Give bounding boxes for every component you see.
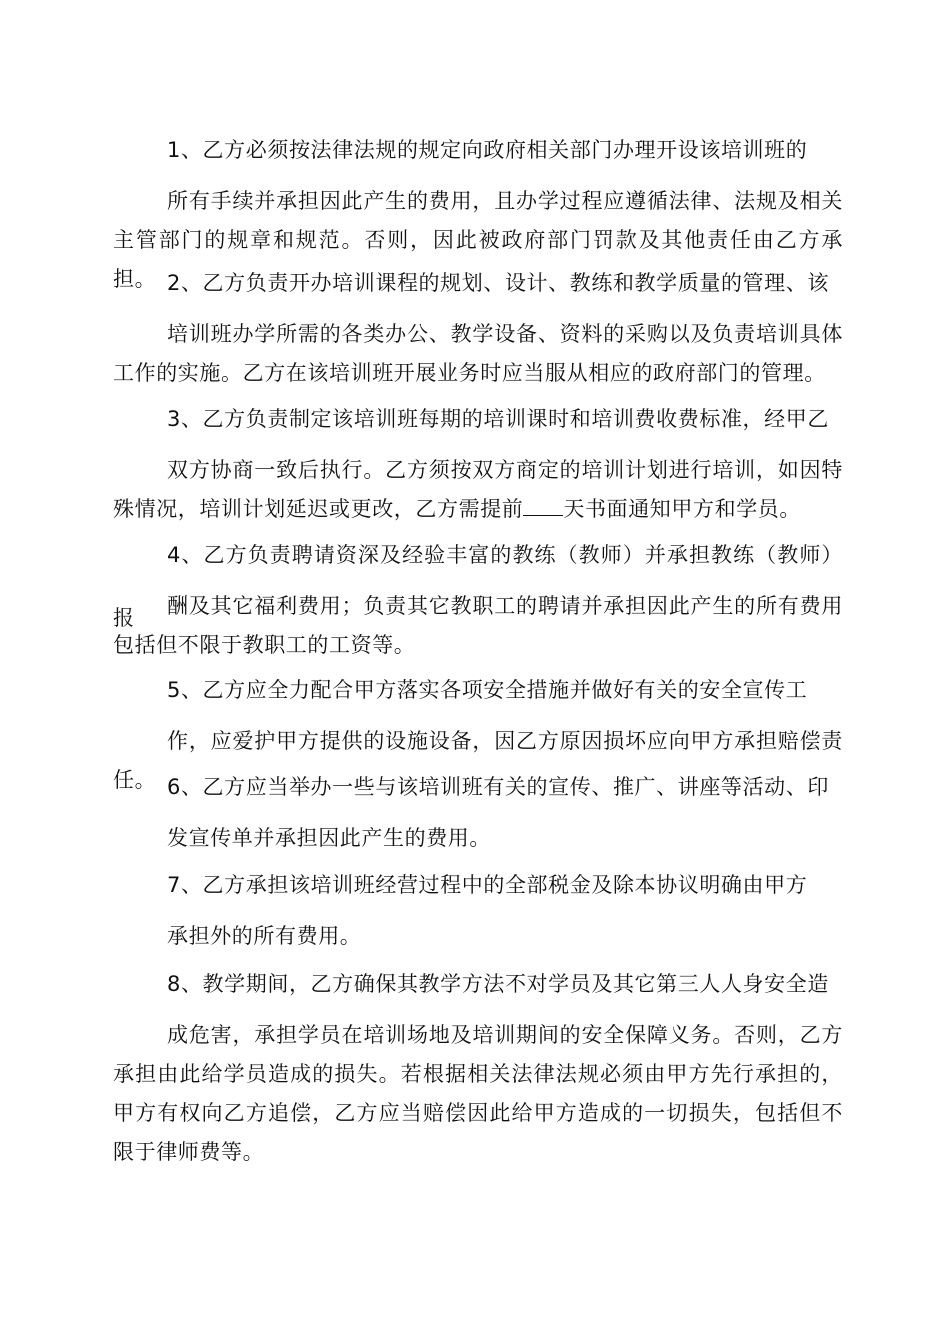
clause-1-line-1: 1、乙方必须按法律法规的规定向政府相关部门办理开设该培训班的 <box>167 138 808 162</box>
clause-2-continuation: 培训班办学所需的各类办公、教学设备、资料的采购以及负责培训具体工作的实施。乙方在该培训班开展业务时应当服从相应的政府部门的管理。 <box>113 322 843 385</box>
clause-7-continuation: 承担外的所有费用。 <box>167 924 362 948</box>
clause-6-continuation: 发宣传单并承担因此产生的费用。 <box>167 826 491 850</box>
clause-3 <box>113 388 843 529</box>
clause-8 <box>113 953 843 1172</box>
clause-5-continuation: 作，应爱护甲方提供的设施设备，因乙方原因损坏应向甲方承担赔偿责任。 <box>113 729 843 792</box>
clause-8-line-1: 8、教学期间，乙方确保其教学方法不对学员及其它第三人人身安全造 <box>167 972 829 996</box>
clause-1-continuation: 所有手续并承担因此产生的费用，且办学过程应遵循法律、法规及相关主管部门的规章和规范。否则，因此被政府部门罚款及其他责任由乙方承担。 <box>113 189 843 291</box>
days-blank-field <box>523 497 563 516</box>
clause-4-continuation: 酬及其它福利费用；负责其它教职工的聘请并承担因此产生的所有费用包括但不限于教职工的工资等。 <box>113 594 843 657</box>
clause-3-text-before-blank: 双方协商一致后执行。乙方须按双方商定的培训计划进行培训，如因特殊情况，培训计划延迟或更改，乙方需提前 <box>113 458 843 521</box>
clause-7-line-1: 7、乙方承担该培训班经营过程中的全部税金及除本协议明确由甲方 <box>167 873 808 897</box>
clause-7 <box>113 854 843 956</box>
clause-8-continuation: 成危害，承担学员在培训场地及培训期间的安全保障义务。否则，乙方承担由此给学员造成的损失。若根据相关法律法规必须由甲方先行承担的，甲方有权向乙方追偿，乙方应当赔偿因此给甲方造成的一切损失，包括但不限于律师费等。 <box>113 1023 843 1164</box>
clause-5-line-1: 5、乙方应全力配合甲方落实各项安全措施并做好有关的安全宣传工 <box>167 678 808 702</box>
clause-4-line-1: 4、乙方负责聘请资深及经验丰富的教练（教师）并承担教练（教师）报 <box>113 543 843 630</box>
clause-4 <box>113 524 843 665</box>
clause-3-line-1: 3、乙方负责制定该培训班每期的培训课时和培训费收费标准，经甲乙 <box>167 407 829 431</box>
clause-3-continuation <box>113 451 843 529</box>
clause-2-line-1: 2、乙方负责开办培训课程的规划、设计、教练和教学质量的管理、该 <box>167 271 829 295</box>
clause-3-text-after-blank: 天书面通知甲方和学员。 <box>563 497 802 521</box>
clause-2 <box>113 252 843 393</box>
clause-6-line-1: 6、乙方应当举办一些与该培训班有关的宣传、推广、讲座等活动、印 <box>167 775 829 799</box>
clause-6 <box>113 756 843 858</box>
